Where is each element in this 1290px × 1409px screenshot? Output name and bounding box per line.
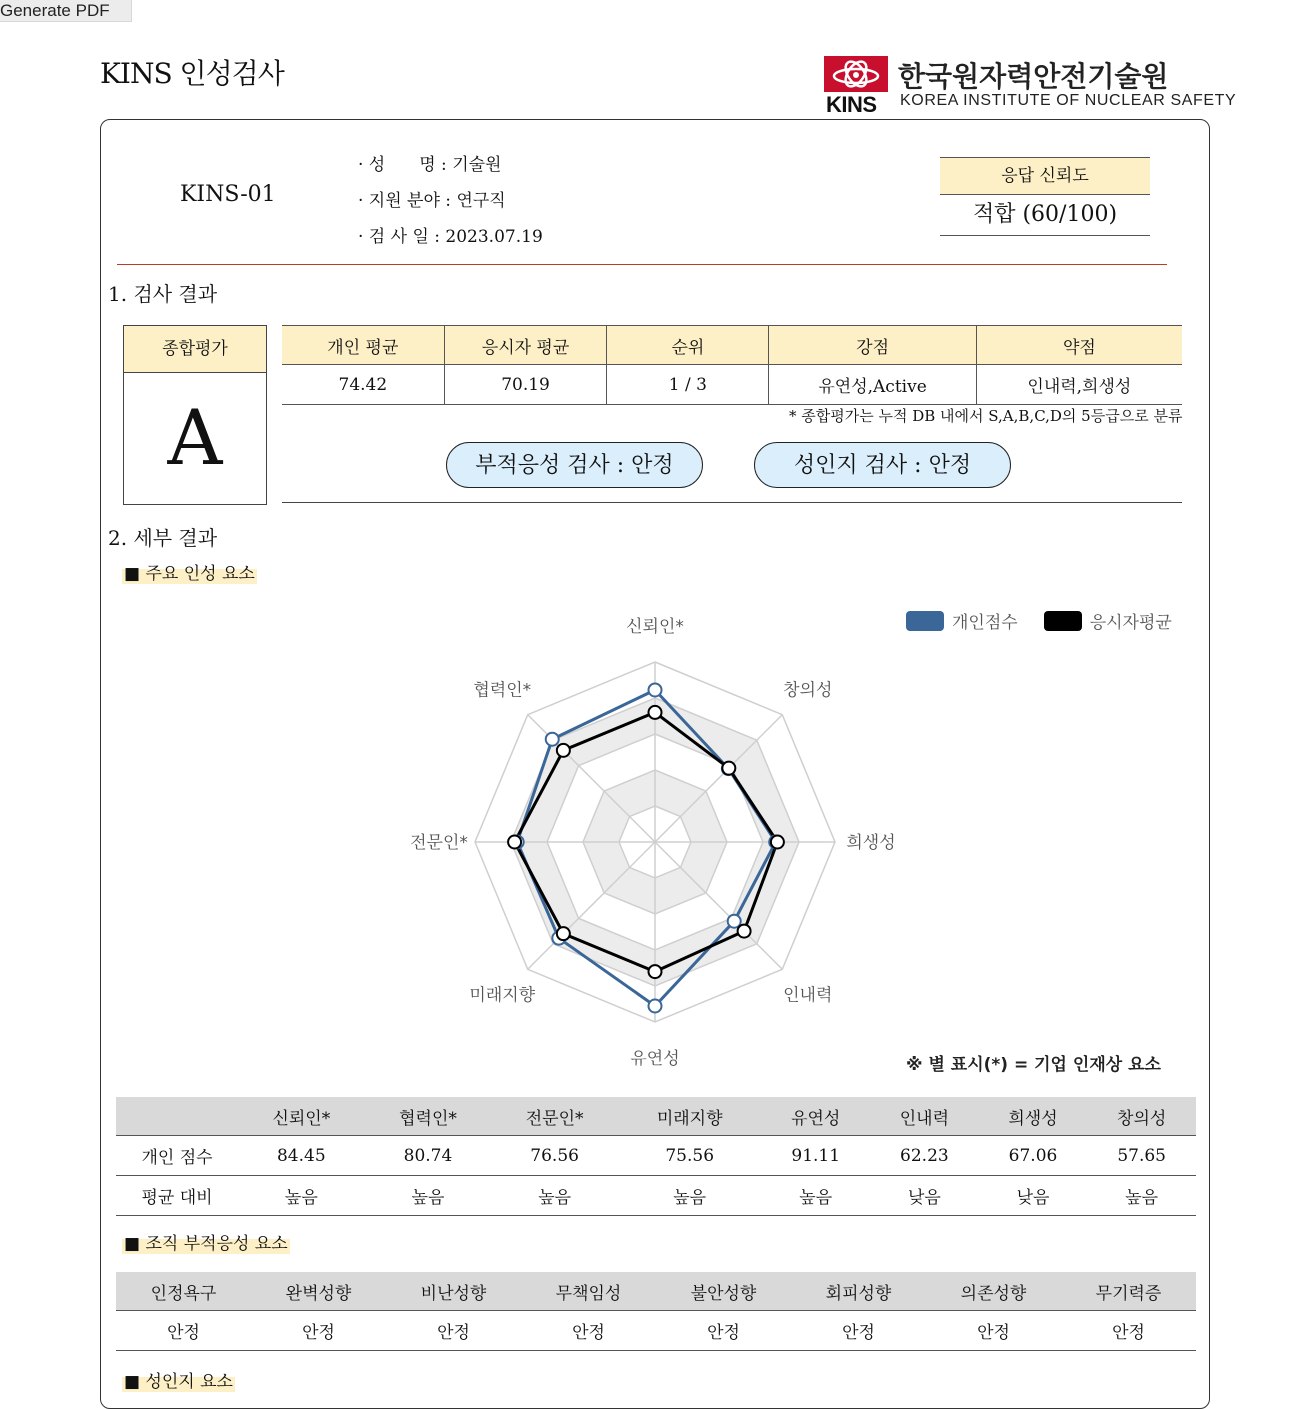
exam-date-label: · 검 사 일 :	[358, 227, 441, 247]
applicant-name-label: · 성 명 :	[358, 155, 447, 175]
radar-axis-label: 전문인*	[410, 833, 468, 853]
grade-note: * 종합평가는 누적 DB 내에서 S,A,B,C,D의 5등급으로 분류	[789, 407, 1183, 425]
table-row	[116, 1136, 1196, 1176]
applicant-field: 연구직	[456, 191, 506, 211]
legend-swatch-personal	[906, 611, 944, 631]
maladapt-col-header: 인정욕구	[116, 1272, 251, 1311]
generate-pdf-button[interactable]: Generate PDF	[0, 0, 132, 22]
maladapt-header-row	[116, 1272, 1196, 1311]
maladapt-col-header: 비난성향	[386, 1272, 521, 1311]
table-cell: 낮음	[979, 1176, 1088, 1216]
applicant-field-label: · 지원 분야 :	[358, 191, 452, 211]
row-header: 평균 대비	[116, 1176, 238, 1216]
summary-cell: 70.19	[444, 365, 607, 405]
reliability-value: 적합 (60/100)	[940, 193, 1150, 236]
trait-header-row	[116, 1097, 1196, 1136]
maladapt-col-header: 불안성향	[656, 1272, 791, 1311]
section1-title: 1. 검사 결과	[108, 282, 218, 306]
trait-col-header: 인내력	[870, 1097, 979, 1136]
radar-point	[722, 762, 735, 775]
table-cell: 높음	[365, 1176, 492, 1216]
table-cell: 안정	[926, 1311, 1061, 1351]
trait-col-header	[116, 1097, 238, 1136]
summary-cell: 유연성,Active	[769, 365, 976, 405]
table-cell: 91.11	[761, 1136, 870, 1176]
radar-axis-label: 협력인*	[473, 680, 532, 701]
table-cell: 67.06	[979, 1136, 1088, 1176]
summary-col-header: 약점	[976, 326, 1182, 365]
trait-col-header: 미래지향	[618, 1097, 761, 1136]
table-cell: 안정	[656, 1311, 791, 1351]
summary-col-header: 개인 평균	[282, 326, 444, 365]
exam-id: KINS-01	[180, 182, 276, 207]
grade-value: A	[167, 393, 223, 482]
table-cell: 높음	[238, 1176, 365, 1216]
trait-col-header: 신뢰인*	[238, 1097, 365, 1136]
trait-col-header: 창의성	[1087, 1097, 1196, 1136]
radar-point	[738, 925, 751, 938]
radar-point	[546, 733, 559, 746]
maladapt-col-header: 무책임성	[521, 1272, 656, 1311]
maladapt-col-header: 의존성향	[926, 1272, 1061, 1311]
summary-value-row	[282, 365, 1182, 405]
table-cell: 안정	[116, 1311, 251, 1351]
table-cell: 안정	[1061, 1311, 1196, 1351]
row-header: 개인 점수	[116, 1136, 238, 1176]
applicant-name-row	[358, 150, 501, 175]
radar-point	[508, 836, 521, 849]
chart-legend	[906, 608, 1172, 633]
star-note: ※ 별 표시(*) = 기업 인재상 요소	[906, 1055, 1161, 1075]
gender-awareness-result-pill: 성인지 검사 : 안정	[754, 442, 1011, 488]
trait-score-table	[116, 1097, 1196, 1216]
summary-header-row	[282, 326, 1182, 365]
table-cell: 62.23	[870, 1136, 979, 1176]
reliability-label: 응답 신뢰도	[940, 157, 1150, 195]
radar-axis-label: 유연성	[630, 1049, 680, 1069]
radar-axis-label: 인내력	[783, 985, 833, 1006]
radar-point	[649, 999, 662, 1012]
radar-axis-label: 희생성	[846, 833, 896, 853]
maladaptation-result-pill: 부적응성 검사 : 안정	[446, 442, 703, 488]
document-title: KINS 인성검사	[100, 57, 284, 90]
summary-table	[282, 325, 1182, 405]
radar-point	[649, 965, 662, 978]
radar-axis-label: 창의성	[783, 680, 833, 701]
summary-divider	[282, 502, 1182, 503]
radar-point	[728, 915, 741, 928]
logo-org-name-ko: 한국원자력안전기술원	[898, 60, 1169, 93]
logo-abbr: KINS	[826, 92, 877, 117]
applicant-field-row	[358, 186, 506, 211]
radar-point	[649, 683, 662, 696]
sub-title-gender-awareness: ■ 성인지 요소	[122, 1367, 235, 1392]
grade-box	[123, 325, 267, 505]
legend-label-average: 응시자평균	[1089, 613, 1172, 633]
table-cell: 80.74	[365, 1136, 492, 1176]
table-cell: 안정	[521, 1311, 656, 1351]
summary-cell: 1 / 3	[607, 365, 769, 405]
table-cell: 안정	[251, 1311, 386, 1351]
table-cell: 높음	[618, 1176, 761, 1216]
table-cell: 84.45	[238, 1136, 365, 1176]
table-cell: 76.56	[491, 1136, 618, 1176]
table-row	[116, 1311, 1196, 1351]
trait-col-header: 전문인*	[491, 1097, 618, 1136]
logo-org-name-en: KOREA INSTITUTE OF NUCLEAR SAFETY	[900, 92, 1237, 109]
radar-axis-label: 미래지향	[469, 985, 536, 1006]
trait-col-header: 유연성	[761, 1097, 870, 1136]
radar-axis-label: 신뢰인*	[626, 617, 684, 637]
table-cell: 높음	[1087, 1176, 1196, 1216]
sub-title-maladaptation: ■ 조직 부적응성 요소	[122, 1229, 290, 1254]
grade-label: 종합평가	[124, 326, 266, 373]
exam-date: 2023.07.19	[445, 227, 543, 247]
maladapt-col-header: 완벽성향	[251, 1272, 386, 1311]
summary-col-header: 응시자 평균	[444, 326, 607, 365]
radar-point	[649, 706, 662, 719]
radar-chart	[380, 600, 930, 1070]
summary-col-header: 강점	[769, 326, 976, 365]
header-divider	[117, 264, 1167, 265]
radar-point	[557, 744, 570, 757]
exam-date-row	[358, 222, 543, 247]
radar-point	[771, 836, 784, 849]
trait-col-header: 희생성	[979, 1097, 1088, 1136]
sub-title-traits: ■ 주요 인성 요소	[122, 559, 257, 584]
trait-col-header: 협력인*	[365, 1097, 492, 1136]
table-cell: 안정	[386, 1311, 521, 1351]
summary-cell: 74.42	[282, 365, 444, 405]
table-cell: 안정	[791, 1311, 926, 1351]
legend-label-personal: 개인점수	[952, 613, 1018, 633]
section2-title: 2. 세부 결과	[108, 526, 218, 550]
legend-swatch-average	[1044, 611, 1082, 631]
maladapt-col-header: 무기력증	[1061, 1272, 1196, 1311]
applicant-name: 기술원	[452, 155, 502, 175]
maladaptation-table	[116, 1272, 1196, 1351]
table-cell: 높음	[491, 1176, 618, 1216]
table-row	[116, 1176, 1196, 1216]
table-cell: 75.56	[618, 1136, 761, 1176]
table-cell: 57.65	[1087, 1136, 1196, 1176]
table-cell: 낮음	[870, 1176, 979, 1216]
radar-point	[557, 927, 570, 940]
summary-cell: 인내력,희생성	[976, 365, 1182, 405]
table-cell: 높음	[761, 1176, 870, 1216]
kins-logo-icon	[824, 56, 888, 92]
maladapt-col-header: 회피성향	[791, 1272, 926, 1311]
summary-col-header: 순위	[607, 326, 769, 365]
